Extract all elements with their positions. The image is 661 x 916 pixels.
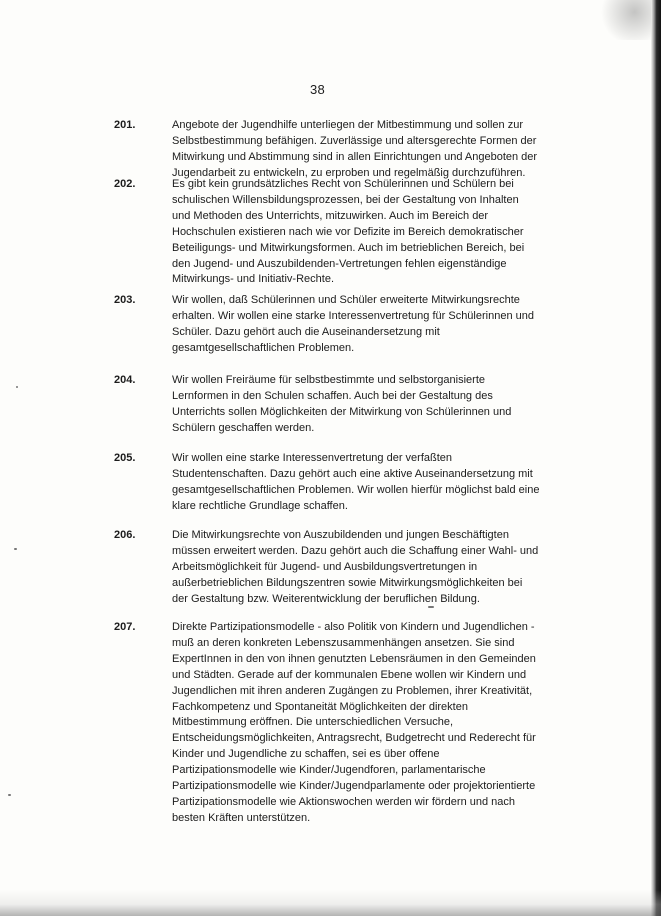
text-line: Studentenschaften. Dazu gehört auch eine aktive Auseinandersetzung mit — [172, 467, 533, 480]
paragraph-207 — [114, 620, 544, 827]
scan-speck — [8, 794, 11, 796]
paragraph-number: 203. — [114, 294, 136, 306]
text-line: müssen erweitert werden. Dazu gehört auch die Schaffung einer Wahl- und — [172, 544, 539, 557]
text-line: und Städten. Gerade auf der kommunalen Ebene wollen wir Kindern und — [172, 668, 527, 681]
text-line: besten Kräften unterstützen. — [172, 811, 311, 824]
text-line: Direkte Partizipationsmodelle - also Politik von Kindern und Jugendlichen - — [172, 621, 535, 633]
paragraph-text — [172, 373, 544, 437]
text-line: Partizipationsmodelle wie Kinder/Jugendparlamente oder projektorientierte — [172, 780, 536, 793]
text-line: und Methoden des Unterrichts, mitzuwirken. Auch im Bereich der — [172, 209, 489, 222]
text-line: Mitwirkung und Abstimmung sind in allen Einrichtungen und Angeboten der — [172, 150, 538, 163]
text-line: muß an deren konkreten Lebenszusammenhängen ansetzen. Sie sind — [172, 636, 515, 649]
paragraph-203 — [114, 293, 544, 357]
scan-speck — [14, 548, 17, 550]
text-line: den Jugend- und Auszubildenden-Vertretungen fehlen eigenständige — [172, 257, 507, 270]
paragraph-205 — [114, 451, 544, 515]
paragraph-text — [172, 177, 544, 288]
text-line: Jugendarbeit zu entwickeln, zu erproben und regelmäßig durchzuführen. — [172, 166, 526, 179]
text-line: Fachkompetenz und Spontaneität Möglichkeiten der direkten — [172, 700, 468, 713]
text-line: Entscheidungsmöglichkeiten, Antragsrecht, Budgetrecht und Rederecht für — [172, 732, 536, 745]
text-line: erhalten. Wir wollen eine starke Interessenvertretung für Schülerinnen und — [172, 309, 534, 322]
text-line: außerbetrieblichen Bildungszentren sowie Mitwirkungsmöglichkeiten bei — [172, 576, 523, 589]
paragraph-number: 205. — [114, 452, 136, 464]
text-line: Mitbestimmung eröffnen. Die unterschiedlichen Versuche, — [172, 716, 454, 729]
text-line: Wir wollen, daß Schülerinnen und Schüler erweiterte Mitwirkungsrechte — [172, 294, 520, 306]
text-line: Arbeitsmöglichkeit für Jugend- und Ausbildungsvertretungen in — [172, 560, 478, 573]
paragraph-number: 202. — [114, 178, 136, 190]
text-line: Hochschulen existieren nach wie vor Defizite im Bereich demokratischer — [172, 225, 524, 238]
text-line: Schülern geschaffen werden. — [172, 421, 315, 434]
text-line: Selbstbestimmung befähigen. Zuverlässige und altersgerechte Formen der — [172, 134, 537, 147]
scan-shadow-corner — [596, 0, 651, 40]
text-line: Angebote der Jugendhilfe unterliegen der Mitbestimmung und sollen zur — [172, 119, 523, 131]
text-line: gesamtgesellschaftlichen Problemen. — [172, 341, 355, 354]
page-number: 38 — [310, 82, 326, 97]
text-line: Beteiligungs- und Mitwirkungsformen. Auch im betrieblichen Bereich, bei — [172, 241, 525, 254]
text-line: Partizipationsmodelle wie Aktionswochen werden wir fördern und nach — [172, 795, 516, 808]
paragraph-204 — [114, 373, 544, 437]
text-line: Mitwirkungs- und Initiativ-Rechte. — [172, 273, 335, 286]
paragraph-number: 206. — [114, 529, 136, 541]
text-line: schulischen Willensbildungsprozessen, bei der Gestaltung von Inhalten — [172, 193, 519, 206]
text-line: Wir wollen eine starke Interessenvertretung der verfaßten — [172, 452, 453, 464]
scan-edge-right — [651, 0, 661, 916]
paragraph-text — [172, 293, 544, 357]
paragraph-number: 204. — [114, 374, 136, 386]
scan-edge-bottom — [0, 890, 661, 916]
text-line: gesamtgesellschaftlichen Problemen. Wir wollen hierfür möglichst bald eine — [172, 483, 540, 496]
text-line: Schüler. Dazu gehört auch die Auseinandersetzung mit — [172, 325, 440, 338]
scan-speck — [16, 386, 18, 388]
text-line: klare rechtliche Grundlage schaffen. — [172, 499, 348, 512]
paragraph-number: 201. — [114, 119, 136, 131]
paragraph-201 — [114, 118, 544, 182]
paragraph-text — [172, 118, 544, 182]
text-line: Es gibt kein grundsätzliches Recht von Schülerinnen und Schülern bei — [172, 178, 514, 190]
text-line: ExpertInnen in den von ihnen genutzten Lebensräumen in den Gemeinden — [172, 652, 536, 665]
text-line: der Gestaltung bzw. Weiterentwicklung der beruflichen Bildung. — [172, 592, 480, 605]
paragraph-202 — [114, 177, 544, 288]
text-line: Unterrichts sollen Möglichkeiten der Mitwirkung von Schülerinnen und — [172, 405, 512, 418]
paragraph-text — [172, 620, 544, 827]
text-line: Jugendlichen mit ihren anderen Zugängen zu Problemen, ihrer Kreativität, — [172, 684, 533, 697]
text-line: Die Mitwirkungsrechte von Auszubildenden und jungen Beschäftigten — [172, 529, 509, 541]
text-line: Partizipationsmodelle wie Kinder/Jugendforen, parlamentarische — [172, 764, 486, 777]
paragraph-number: 207. — [114, 621, 136, 633]
text-line: Wir wollen Freiräume für selbstbestimmte und selbstorganisierte — [172, 374, 486, 386]
text-line: Lernformen in den Schulen schaffen. Auch bei der Gestaltung des — [172, 389, 493, 402]
text-line: Kinder und Jugendliche zu schaffen, sei es über offene — [172, 748, 440, 761]
paragraph-text — [172, 528, 544, 608]
paragraph-206 — [114, 528, 544, 608]
paragraph-text — [172, 451, 544, 515]
